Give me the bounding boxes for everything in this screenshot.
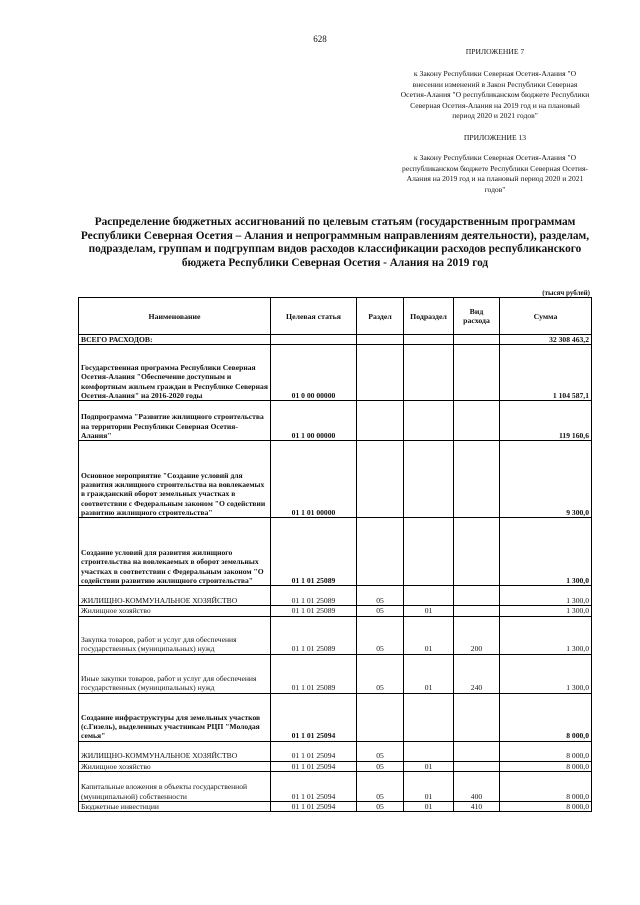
row-type: 240: [454, 654, 500, 693]
row-subsection: [404, 345, 454, 401]
budget-table: [78, 297, 592, 812]
row-code: 01 0 00 00000: [271, 345, 357, 401]
row-sum: 1 300,0: [500, 654, 592, 693]
row-subsection: [404, 693, 454, 741]
row-subsection: 01: [404, 771, 454, 801]
row-section: [357, 693, 404, 741]
row-name: Государственная программа Республики Северная Осетия-Алания "Обеспечение доступным и комфортным жильем граждан в Республике Северная Осетия-Алания" на 2016-2020 годы: [79, 345, 271, 401]
row-code: 01 1 01 00000: [271, 441, 357, 518]
row-type: 200: [454, 616, 500, 654]
row-sum: 8 000,0: [500, 761, 592, 771]
row-sum: 8 000,0: [500, 741, 592, 761]
row-name: Жилищное хозяйство: [79, 761, 271, 771]
row-code: 01 1 01 25089: [271, 606, 357, 616]
row-code: 01 1 01 25089: [271, 616, 357, 654]
table-row: [79, 345, 592, 401]
row-type: 410: [454, 801, 500, 811]
row-sum: 1 300,0: [500, 606, 592, 616]
appendix-13-title: ПРИЛОЖЕНИЕ 13: [463, 133, 527, 142]
page-number: 628: [313, 34, 327, 44]
row-section: 05: [357, 616, 404, 654]
row-code: 01 1 01 25089: [271, 586, 357, 606]
row-type: [454, 401, 500, 441]
table-row: [79, 654, 592, 693]
table-row: [79, 693, 592, 741]
row-name: ВСЕГО РАСХОДОВ:: [79, 335, 271, 345]
row-code: 01 1 01 25094: [271, 741, 357, 761]
row-type: [454, 761, 500, 771]
row-subsection: 01: [404, 761, 454, 771]
row-subsection: 01: [404, 801, 454, 811]
row-name: Иные закупки товаров, работ и услуг для обеспечения государственных (муниципальных) нужд: [79, 654, 271, 693]
table-row: [79, 801, 592, 811]
row-name: Капитальные вложения в объекты государственной (муниципальной) собственности: [79, 771, 271, 801]
row-sum: 1 300,0: [500, 616, 592, 654]
row-section: 05: [357, 654, 404, 693]
row-code: 01 1 01 25089: [271, 654, 357, 693]
row-type: [454, 586, 500, 606]
header-subsection: Подраздел: [404, 298, 454, 335]
row-type: [454, 441, 500, 518]
header-section: Раздел: [357, 298, 404, 335]
row-sum: 8 000,0: [500, 801, 592, 811]
row-sum: 1 300,0: [500, 586, 592, 606]
appendix-13-text: к Закону Республики Северная Осетия-Алания "О республиканском бюджете Республики Северная Осетия-Алания на 2019 год и на плановый период 2020 и 2021 годов": [402, 153, 588, 194]
row-section: 05: [357, 606, 404, 616]
header-name: Наименование: [79, 298, 271, 335]
row-code: 01 1 01 25094: [271, 771, 357, 801]
row-name: Жилищное хозяйство: [79, 606, 271, 616]
table-row: [79, 741, 592, 761]
row-sum: 8 000,0: [500, 693, 592, 741]
row-subsection: 01: [404, 654, 454, 693]
row-subsection: [404, 586, 454, 606]
row-subsection: [404, 401, 454, 441]
row-type: [454, 693, 500, 741]
row-section: 05: [357, 586, 404, 606]
row-code: [271, 335, 357, 345]
table-row: [79, 441, 592, 518]
row-type: [454, 741, 500, 761]
row-subsection: [404, 518, 454, 586]
row-sum: 9 300,0: [500, 441, 592, 518]
header-expense-type: Вид расхода: [454, 298, 500, 335]
row-subsection: [404, 441, 454, 518]
row-name: Бюджетные инвестиции: [79, 801, 271, 811]
row-section: [357, 518, 404, 586]
table-row: [79, 335, 592, 345]
row-type: [454, 335, 500, 345]
row-sum: 119 160,6: [500, 401, 592, 441]
row-type: 400: [454, 771, 500, 801]
row-subsection: [404, 335, 454, 345]
row-section: [357, 441, 404, 518]
row-section: [357, 345, 404, 401]
row-sum: 32 308 463,2: [500, 335, 592, 345]
row-code: 01 1 01 25089: [271, 518, 357, 586]
table-row: [79, 771, 592, 801]
row-code: 01 1 00 00000: [271, 401, 357, 441]
table-row: [79, 761, 592, 771]
table-header-row: [79, 298, 592, 335]
row-name: Закупка товаров, работ и услуг для обеспечения государственных (муниципальных) нужд: [79, 616, 271, 654]
header-sum: Сумма: [500, 298, 592, 335]
row-name: ЖИЛИЩНО-КОММУНАЛЬНОЕ ХОЗЯЙСТВО: [79, 741, 271, 761]
row-subsection: [404, 741, 454, 761]
table-row: [79, 586, 592, 606]
header-target-item: Целевая статья: [271, 298, 357, 335]
row-type: [454, 518, 500, 586]
row-section: [357, 335, 404, 345]
row-name: Основное мероприятие "Создание условий для развития жилищного строительства на вовлекаемых в гражданский оборот земельных участках в соответствии с Федеральным законом "О содействии развитию жилищного строительства": [79, 441, 271, 518]
row-section: 05: [357, 771, 404, 801]
row-code: 01 1 01 25094: [271, 693, 357, 741]
appendix-7-text: к Закону Республики Северная Осетия-Алания "О внесении изменений в Закон Республики Северная Осетия-Алания "О республиканском бюджете Республики Северная Осетия-Алания на 2019 год и на плановый период 2020 и 2021 годов": [400, 69, 590, 121]
row-type: [454, 345, 500, 401]
row-section: 05: [357, 761, 404, 771]
table-row: [79, 518, 592, 586]
row-name: Создание инфраструктуры для земельных участков (с.Гизель), выделенных участникам РЦП "Молодая семья": [79, 693, 271, 741]
table-row: [79, 616, 592, 654]
row-code: 01 1 01 25094: [271, 801, 357, 811]
row-sum: 1 104 587,1: [500, 345, 592, 401]
row-code: 01 1 01 25094: [271, 761, 357, 771]
table-row: [79, 606, 592, 616]
row-name: ЖИЛИЩНО-КОММУНАЛЬНОЕ ХОЗЯЙСТВО: [79, 586, 271, 606]
row-type: [454, 606, 500, 616]
table-row: [79, 401, 592, 441]
row-sum: 1 300,0: [500, 518, 592, 586]
row-section: [357, 401, 404, 441]
appendix-7-title: ПРИЛОЖЕНИЕ 7: [465, 47, 525, 56]
row-name: Создание условий для развития жилищного строительства на вовлекаемых в оборот земельных участках в соответствии с Федеральным законом "О содействии развитию жилищного строительства": [79, 518, 271, 586]
row-name: Подпрограмма "Развитие жилищного строительства на территории Республики Северная Осетия-Алания": [79, 401, 271, 441]
units-label: (тысяч рублей): [542, 289, 590, 297]
row-sum: 8 000,0: [500, 771, 592, 801]
row-section: 05: [357, 801, 404, 811]
row-subsection: 01: [404, 616, 454, 654]
document-title: Распределение бюджетных ассигнований по целевым статьям (государственным программам Республики Северная Осетия – Алания и непрограммным направлениям деятельности), разделам, подразделам, группам и подгруппам видов расходов классификации расходов республиканского бюджета Республики Северная Осетия - Алания на 2019 год: [80, 216, 590, 269]
row-section: 05: [357, 741, 404, 761]
row-subsection: 01: [404, 606, 454, 616]
